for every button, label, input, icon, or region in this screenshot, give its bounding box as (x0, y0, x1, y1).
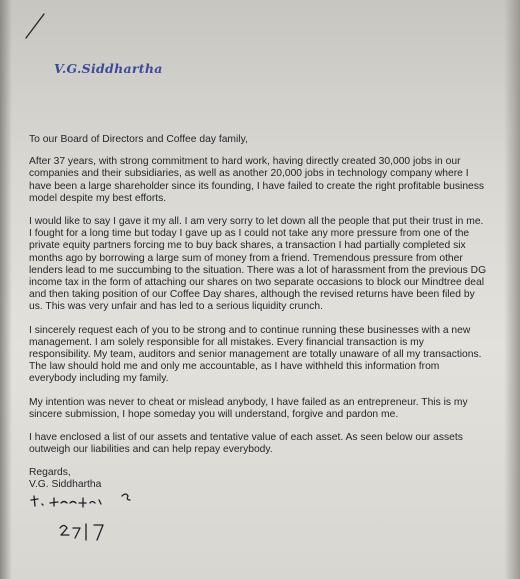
paragraph-pressure: I would like to say I gave it my all. I am very sorry to let down all the people that put their trust in me. I fought for a long time but today I gave up as I could not take any more pressure from one of the private equity partners forcing me to buy back shares, a transaction I had partially completed six months ago by borrowing a large sum of money from a friend. Tremendous pressure from other lenders lead to me succumbing to the situation. There was a lot of harassment from the previous DG income tax in the form of attaching our shares on two separate occasions to block our Mindtree deal and then taking position of our Coffee Day shares, although the revised returns have been filed by us. This was very unfair and has led to a serious liquidity crunch. (29, 216, 487, 313)
paragraph-intention: My intention was never to cheat or mislead anybody, I have failed as an entrepreneur. This is my sincere submission, I hope someday you will understand, forgive and pardon me. (29, 396, 468, 420)
letterhead-signature: V.G.Siddhartha (54, 61, 163, 76)
letter-body (29, 134, 487, 467)
paragraph-responsibility: I sincerely request each of you to be strong and to continue running these businesses with a new management. I am solely responsible for all mistakes. Every financial transaction is my responsibility. My team, auditors and senior management are totally unaware of all my transactions. The law should hold me and only me accountable, as I have withheld this information from everybody including my family. (29, 324, 482, 385)
page-shadow-left (0, 0, 12, 579)
page-shadow-right (504, 0, 520, 579)
handwritten-signature-and-date (28, 488, 148, 548)
paragraph-jobs: After 37 years, with strong commitment to hard work, having directly created 30,000 jobs in our companies and their subsidiaries, as well as another 20,000 jobs in technology company where I have been a large shareholder since its founding, I have failed to create the right profitable business model despite my best efforts. (29, 156, 485, 204)
closing: Regards, (29, 467, 71, 478)
paragraph-assets: I have enclosed a list of our assets and tentative value of each asset. As seen below our assets outweigh our liabilities and can help repay everybody. (29, 432, 463, 456)
salutation: To our Board of Directors and Coffee day family, (29, 134, 248, 145)
pen-mark (20, 8, 50, 42)
signatory: V.G. Siddhartha (29, 479, 102, 491)
